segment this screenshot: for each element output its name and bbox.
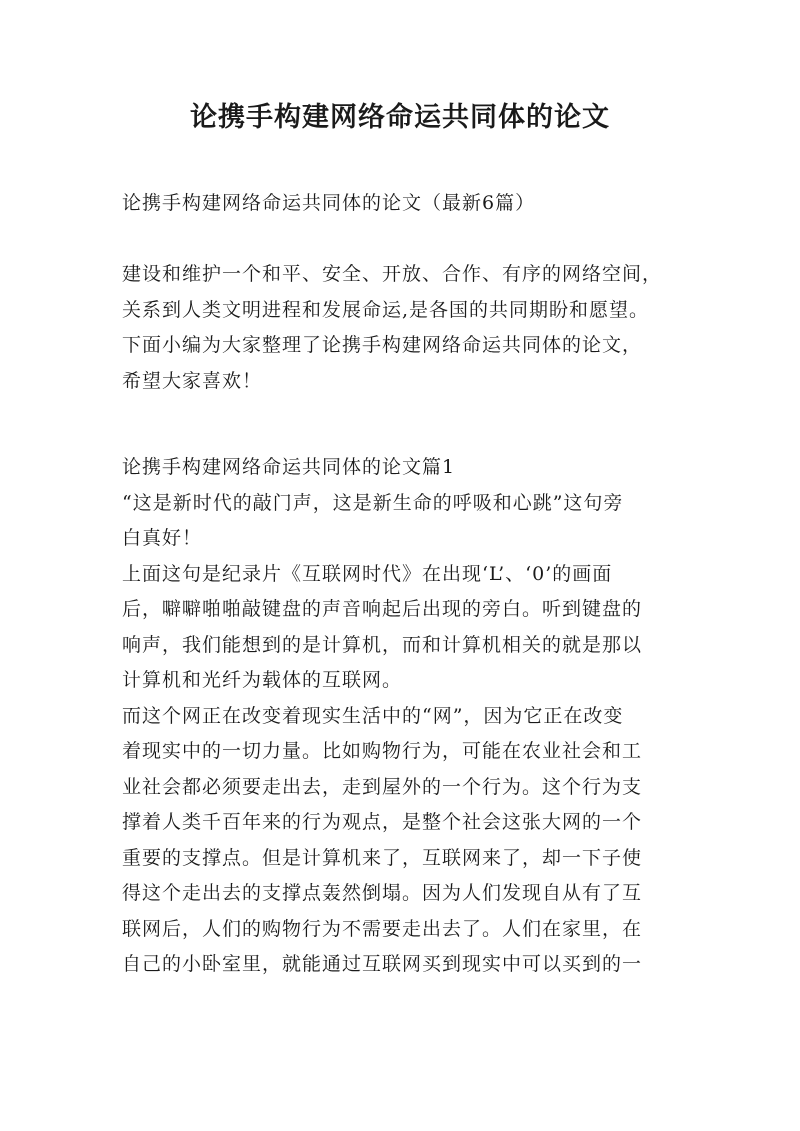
intro-paragraph xyxy=(122,257,692,399)
body-line: 联网后，人们的购物行为不需要走出去了。人们在家里，在 xyxy=(122,917,643,940)
body-line: 白真好！ xyxy=(122,527,203,549)
section-heading: 论携手构建网络命运共同体的论文篇1 xyxy=(122,456,456,478)
body-line: 得这个走出去的支撑点轰然倒塌。因为人们发现自从有了互 xyxy=(122,882,643,904)
body-line: 撑着人类千百年来的行为观点，是整个社会这张大网的一个 xyxy=(122,811,643,833)
body-line: 重要的支撑点。但是计算机来了，互联网来了，却一下子使 xyxy=(122,846,643,869)
document-subtitle: 论携手构建网络命运共同体的论文（最新6篇） xyxy=(122,192,536,214)
body-line: 计算机和光纤为载体的互联网。 xyxy=(122,669,403,691)
body-line: 业社会都必须要走出去，走到屋外的一个行为。这个行为支 xyxy=(122,775,643,798)
body-line: 上面这句是纪录片《互联网时代》在出现‘L’、‘0’的画面 xyxy=(122,562,613,585)
intro-line: 建设和维护一个和平、安全、开放、合作、有序的网络空间， xyxy=(122,263,663,285)
body-line: 后，噼噼啪啪敲键盘的声音响起后出现的旁白。听到键盘的 xyxy=(122,598,643,620)
document-title: 论携手构建网络命运共同体的论文 xyxy=(190,102,610,133)
body-line: 响声，我们能想到的是计算机，而和计算机相关的就是那以 xyxy=(122,633,643,656)
intro-line: 下面小编为大家整理了论携手构建网络命运共同体的论文， xyxy=(122,334,643,356)
intro-line: 希望大家喜欢！ xyxy=(122,369,263,392)
body-line: 自己的小卧室里，就能通过互联网买到现实中可以买到的一 xyxy=(122,953,643,975)
body-line: 而这个网正在改变着现实生活中的“网”，因为它正在改变 xyxy=(122,704,624,727)
intro-line: 关系到人类文明进程和发展命运,是各国的共同期盼和愿望。 xyxy=(122,298,650,321)
body-line: “这是新时代的敲门声，这是新生命的呼吸和心跳”这句旁 xyxy=(122,491,624,514)
article-body xyxy=(122,450,692,983)
body-line: 着现实中的一切力量。比如购物行为，可能在农业社会和工 xyxy=(122,740,643,762)
